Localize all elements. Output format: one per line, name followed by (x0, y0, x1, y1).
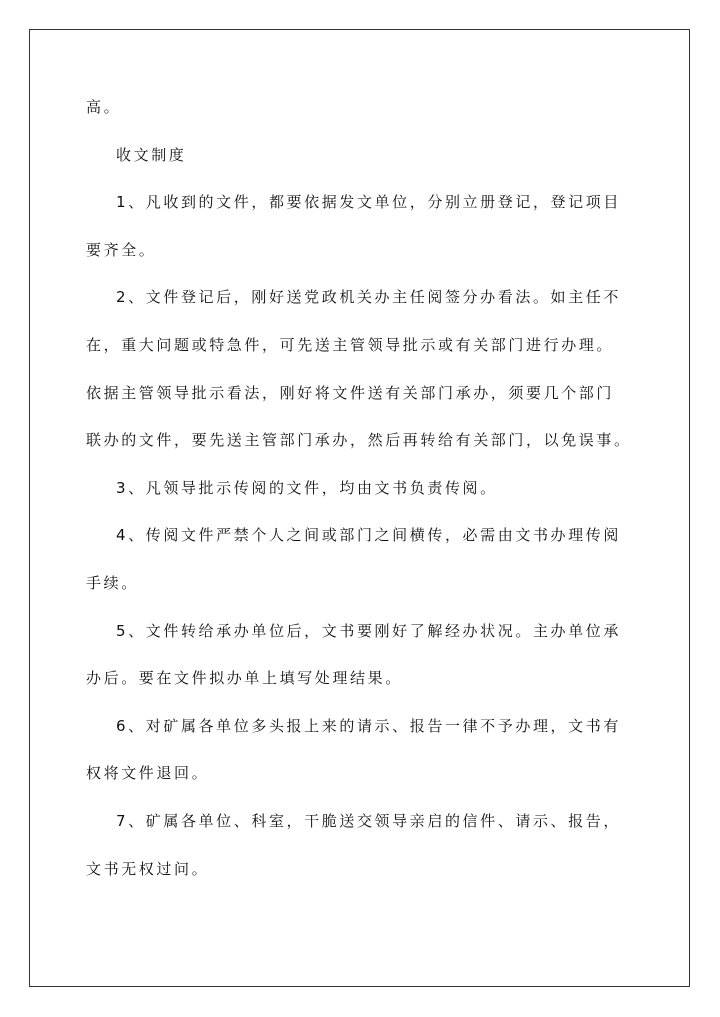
text-line: 1、凡收到的文件，都要依据发文单位，分别立册登记，登记项目 (116, 193, 621, 212)
text-line: 3、凡领导批示传阅的文件，均由文书负责传阅。 (116, 478, 498, 497)
text-line: 高。 (86, 98, 122, 116)
text-line: 办后。要在文件拟办单上填写处理结果。 (86, 669, 403, 688)
text-line: 要齐全。 (86, 240, 157, 259)
text-line: 在，重大问题或特急件，可先送主管领导批示或有关部门进行办理。 (86, 335, 615, 354)
text-line: 收文制度 (116, 145, 187, 164)
text-line: 手续。 (86, 573, 139, 592)
text-line: 联办的文件，要先送主管部门承办，然后再转给有关部门，以免误事。 (86, 431, 632, 450)
text-line: 2、文件登记后，刚好送党政机关办主任阅签分办看法。如主任不 (116, 288, 621, 307)
document-body (86, 84, 666, 893)
text-line: 5、文件转给承办单位后，文书要刚好了解经办状况。主办单位承 (116, 621, 621, 640)
text-line: 6、对矿属各单位多头报上来的请示、报告一律不予办理，文书有 (116, 716, 621, 735)
text-line: 权将文件退回。 (86, 764, 210, 783)
text-line: 4、传阅文件严禁个人之间或部门之间横传，必需由文书办理传阅 (116, 526, 621, 545)
text-line: 文书无权过问。 (86, 859, 210, 878)
text-line: 7、矿属各单位、科室，干脆送交领导亲启的信件、请示、报告， (116, 811, 621, 830)
text-line: 依据主管领导批示看法，刚好将文件送有关部门承办，须要几个部门 (86, 383, 615, 402)
